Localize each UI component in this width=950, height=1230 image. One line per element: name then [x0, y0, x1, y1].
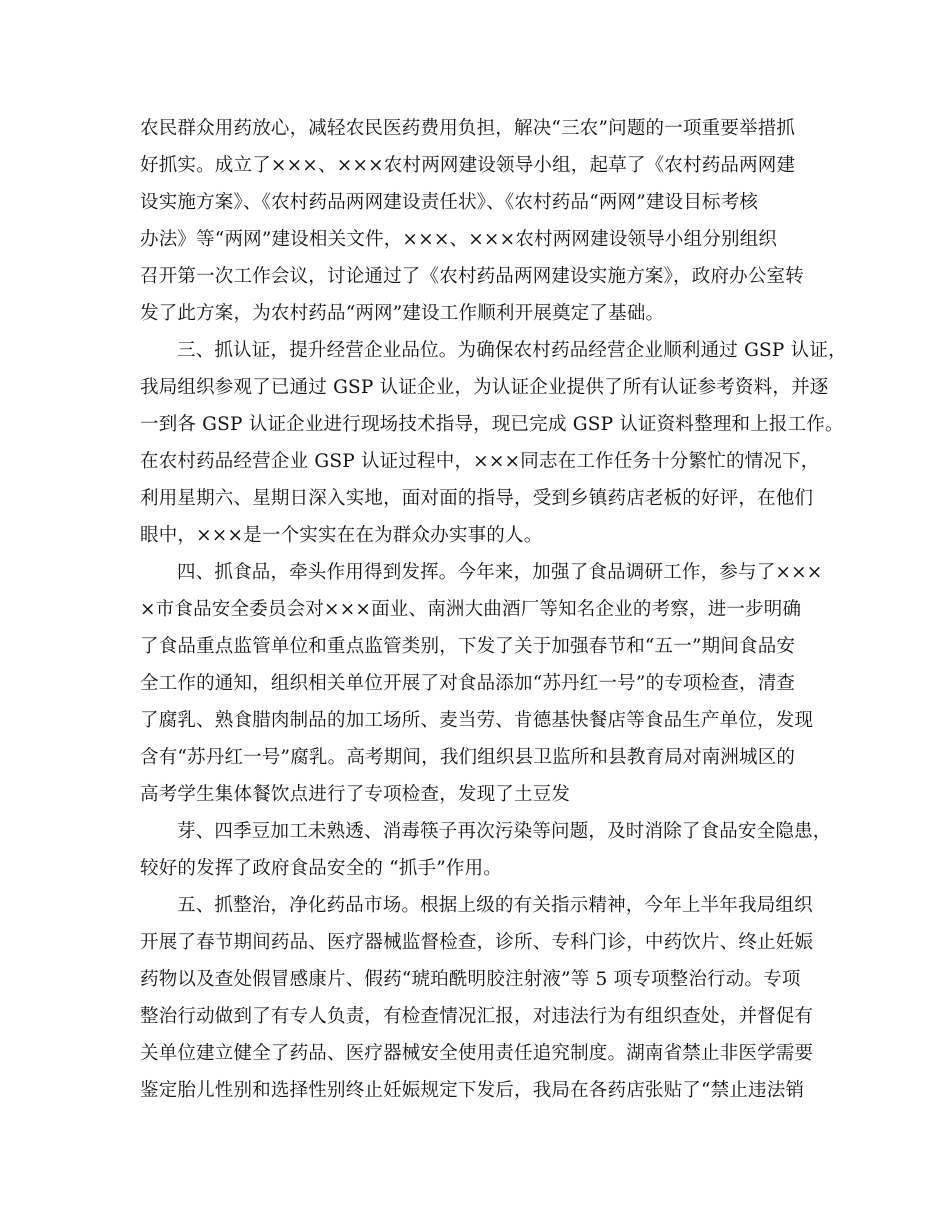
text-line: 我局组织参观了已通过 GSP 认证企业，为认证企业提供了所有认证参考资料，并逐 [140, 377, 829, 398]
text-line: 利用星期六、星期日深入实地，面对面的指导，受到乡镇药店老板的好评，在他们 [140, 488, 814, 509]
text-line: 药物以及查处假冒感康片、假药“琥珀酰明胶注射液”等 5 项专项整治行动。专项 [140, 969, 801, 990]
text-line: 好抓实。成立了×××、×××农村两网建设领导小组，起草了《农村药品两网建 [140, 155, 796, 176]
text-line: 较好的发挥了政府食品安全的 “抓手”作用。 [140, 858, 502, 879]
text-line: 了腐乳、熟食腊肉制品的加工场所、麦当劳、肯德基快餐店等食品生产单位，发现 [140, 710, 814, 731]
text-line: 高考学生集体餐饮点进行了专项检查，发现了土豆发 [140, 784, 571, 805]
paragraph-start-line: 三、抓认证，提升经营企业品位。为确保农村药品经营企业顺利通过 GSP 认证， [177, 340, 847, 361]
text-line: ×市食品安全委员会对×××面业、南洲大曲酒厂等知名企业的考察，进一步明确 [140, 599, 802, 620]
text-line: 含有“苏丹红一号”腐乳。高考期间，我们组织县卫监所和县教育局对南洲城区的 [140, 747, 796, 768]
text-line: 一到各 GSP 认证企业进行现场技术指导，现已完成 GSP 认证资料整理和上报工作。 [140, 414, 844, 435]
text-line: 关单位建立健全了药品、医疗器械安全使用责任追究制度。湖南省禁止非医学需要 [140, 1043, 814, 1064]
text-line: 全工作的通知，组织相关单位开展了对食品添加“苏丹红一号”的专项检查，清查 [140, 673, 796, 694]
text-line: 了食品重点监管单位和重点监管类别，下发了关于加强春节和“五一”期间食品安 [140, 636, 796, 657]
text-line: 开展了春节期间药品、医疗器械监督检查，诊所、专科门诊，中药饮片、终止妊娠 [140, 932, 814, 953]
paragraph-start-line: 五、抓整治，净化药品市场。根据上级的有关指示精神，今年上半年我局组织 [177, 895, 813, 916]
text-line: 鉴定胎儿性别和选择性别终止妊娠规定下发后，我局在各药店张贴了“禁止违法销 [140, 1080, 805, 1101]
text-line: 发了此方案，为农村药品“两网”建设工作顺利开展奠定了基础。 [140, 303, 665, 324]
text-line: 整治行动做到了有专人负责，有检查情况汇报，对违法行为有组织查处，并督促有 [140, 1006, 814, 1027]
text-line: 召开第一次工作会议，讨论通过了《农村药品两网建设实施方案》，政府办公室转 [140, 266, 804, 287]
text-line: 设实施方案》、《农村药品两网建设责任状》、《农村药品“两网”建设目标考核 [140, 192, 759, 213]
text-line: 在农村药品经营企业 GSP 认证过程中，×××同志在工作任务十分繁忙的情况下， [140, 451, 820, 472]
text-line: 农民群众用药放心，减轻农民医药费用负担，解决“三农”问题的一项重要举措抓 [140, 118, 796, 139]
paragraph-start-line: 芽、四季豆加工未熟透、消毒筷子再次污染等问题，及时消除了食品安全隐患， [177, 821, 832, 842]
text-line: 眼中，×××是一个实实在在为群众办实事的人。 [140, 525, 543, 546]
paragraph-start-line: 四、抓食品，牵头作用得到发挥。今年来，加强了食品调研工作，参与了××× [177, 562, 823, 583]
text-line: 办法》等“两网”建设相关文件，×××、×××农村两网建设领导小组分别组织 [140, 229, 778, 250]
